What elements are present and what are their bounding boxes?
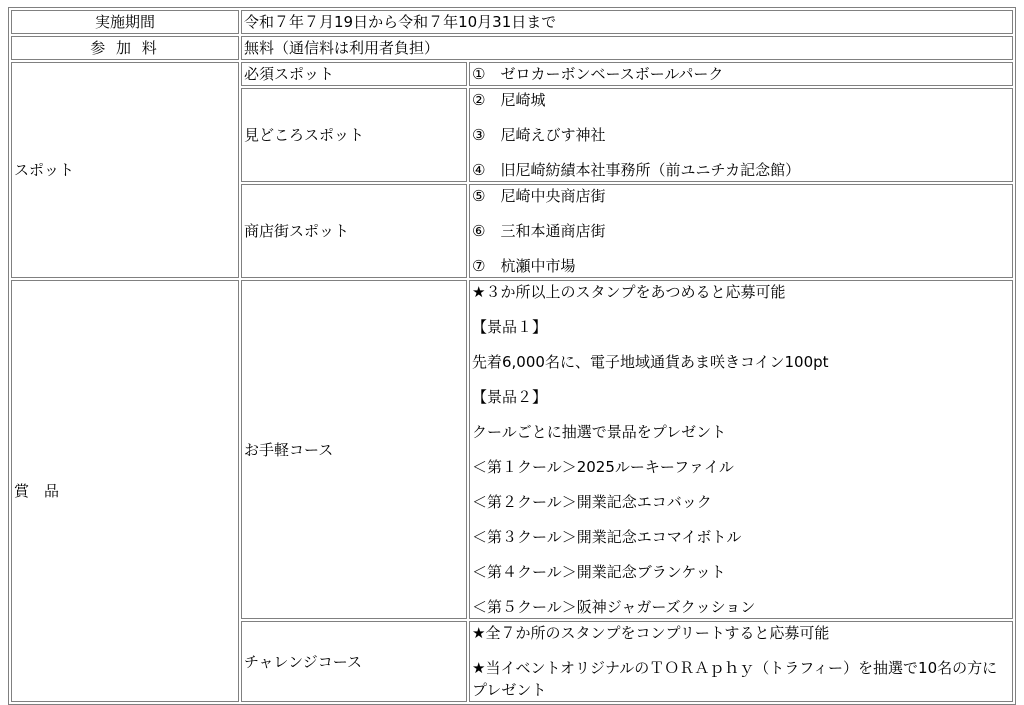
- spot-item: ① ゼロカーボンベースボールパーク: [469, 62, 1013, 86]
- prize-line: ★全７か所のスタンプをコンプリートすると応募可能: [472, 624, 830, 642]
- spot-item: ⑤ 尼崎中央商店街: [472, 187, 606, 205]
- prize-line: クールごとに抽選で景品をプレゼント: [472, 423, 727, 441]
- period-value: 令和７年７月19日から令和７年10月31日まで: [241, 10, 1013, 34]
- spot-item: ⑥ 三和本通商店街: [472, 222, 606, 240]
- spot-group-required: 必須スポット: [241, 62, 467, 86]
- course-challenge-name: チャレンジコース: [241, 621, 467, 702]
- spot-list-shopping: [469, 184, 1013, 278]
- spot-group-sightseeing: 見どころスポット: [241, 88, 467, 182]
- spot-item: ② 尼崎城: [472, 91, 546, 109]
- prize-line: ★３か所以上のスタンプをあつめると応募可能: [472, 283, 786, 301]
- spot-item: ④ 旧尼崎紡績本社事務所（前ユニチカ記念館）: [472, 161, 801, 179]
- prize-line: ＜第１クール＞2025ルーキーファイル: [472, 458, 734, 476]
- fee-label: 参 加 料: [11, 36, 239, 60]
- prize-line: ＜第３クール＞開業記念エコマイボトル: [472, 528, 742, 546]
- period-row: [11, 10, 1013, 34]
- prize-line: 【景品１】: [472, 318, 548, 336]
- prize-line: ＜第５クール＞阪神ジャガーズクッション: [472, 598, 756, 616]
- event-info-container: [8, 7, 1016, 705]
- prize-line: ★当イベントオリジナルのＴＯＲＡｐｈｙ（トラフィー）を抽選で10名の方にプレゼント: [472, 659, 998, 699]
- prizes-label: 賞 品: [11, 280, 239, 702]
- course-easy-name: お手軽コース: [241, 280, 467, 619]
- fee-row: [11, 36, 1013, 60]
- event-info-table: [8, 7, 1016, 705]
- prize-line: 【景品２】: [472, 388, 548, 406]
- period-label: 実施期間: [11, 10, 239, 34]
- spot-group-shopping: 商店街スポット: [241, 184, 467, 278]
- prize-line: 先着6,000名に、電子地域通貨あま咲きコイン100pt: [472, 353, 829, 371]
- spot-item: ③ 尼崎えびす神社: [472, 126, 606, 144]
- prize-line: ＜第２クール＞開業記念エコバック: [472, 493, 712, 511]
- spot-row-required: [11, 62, 1013, 86]
- fee-value: 無料（通信料は利用者負担）: [241, 36, 1013, 60]
- spots-label: スポット: [11, 62, 239, 278]
- course-easy-details: [469, 280, 1013, 619]
- course-challenge-details: [469, 621, 1013, 702]
- spot-list-sightseeing: [469, 88, 1013, 182]
- prize-row-easy: [11, 280, 1013, 619]
- prize-line: ＜第４クール＞開業記念ブランケット: [472, 563, 726, 581]
- spot-item: ⑦ 杭瀬中市場: [472, 257, 576, 275]
